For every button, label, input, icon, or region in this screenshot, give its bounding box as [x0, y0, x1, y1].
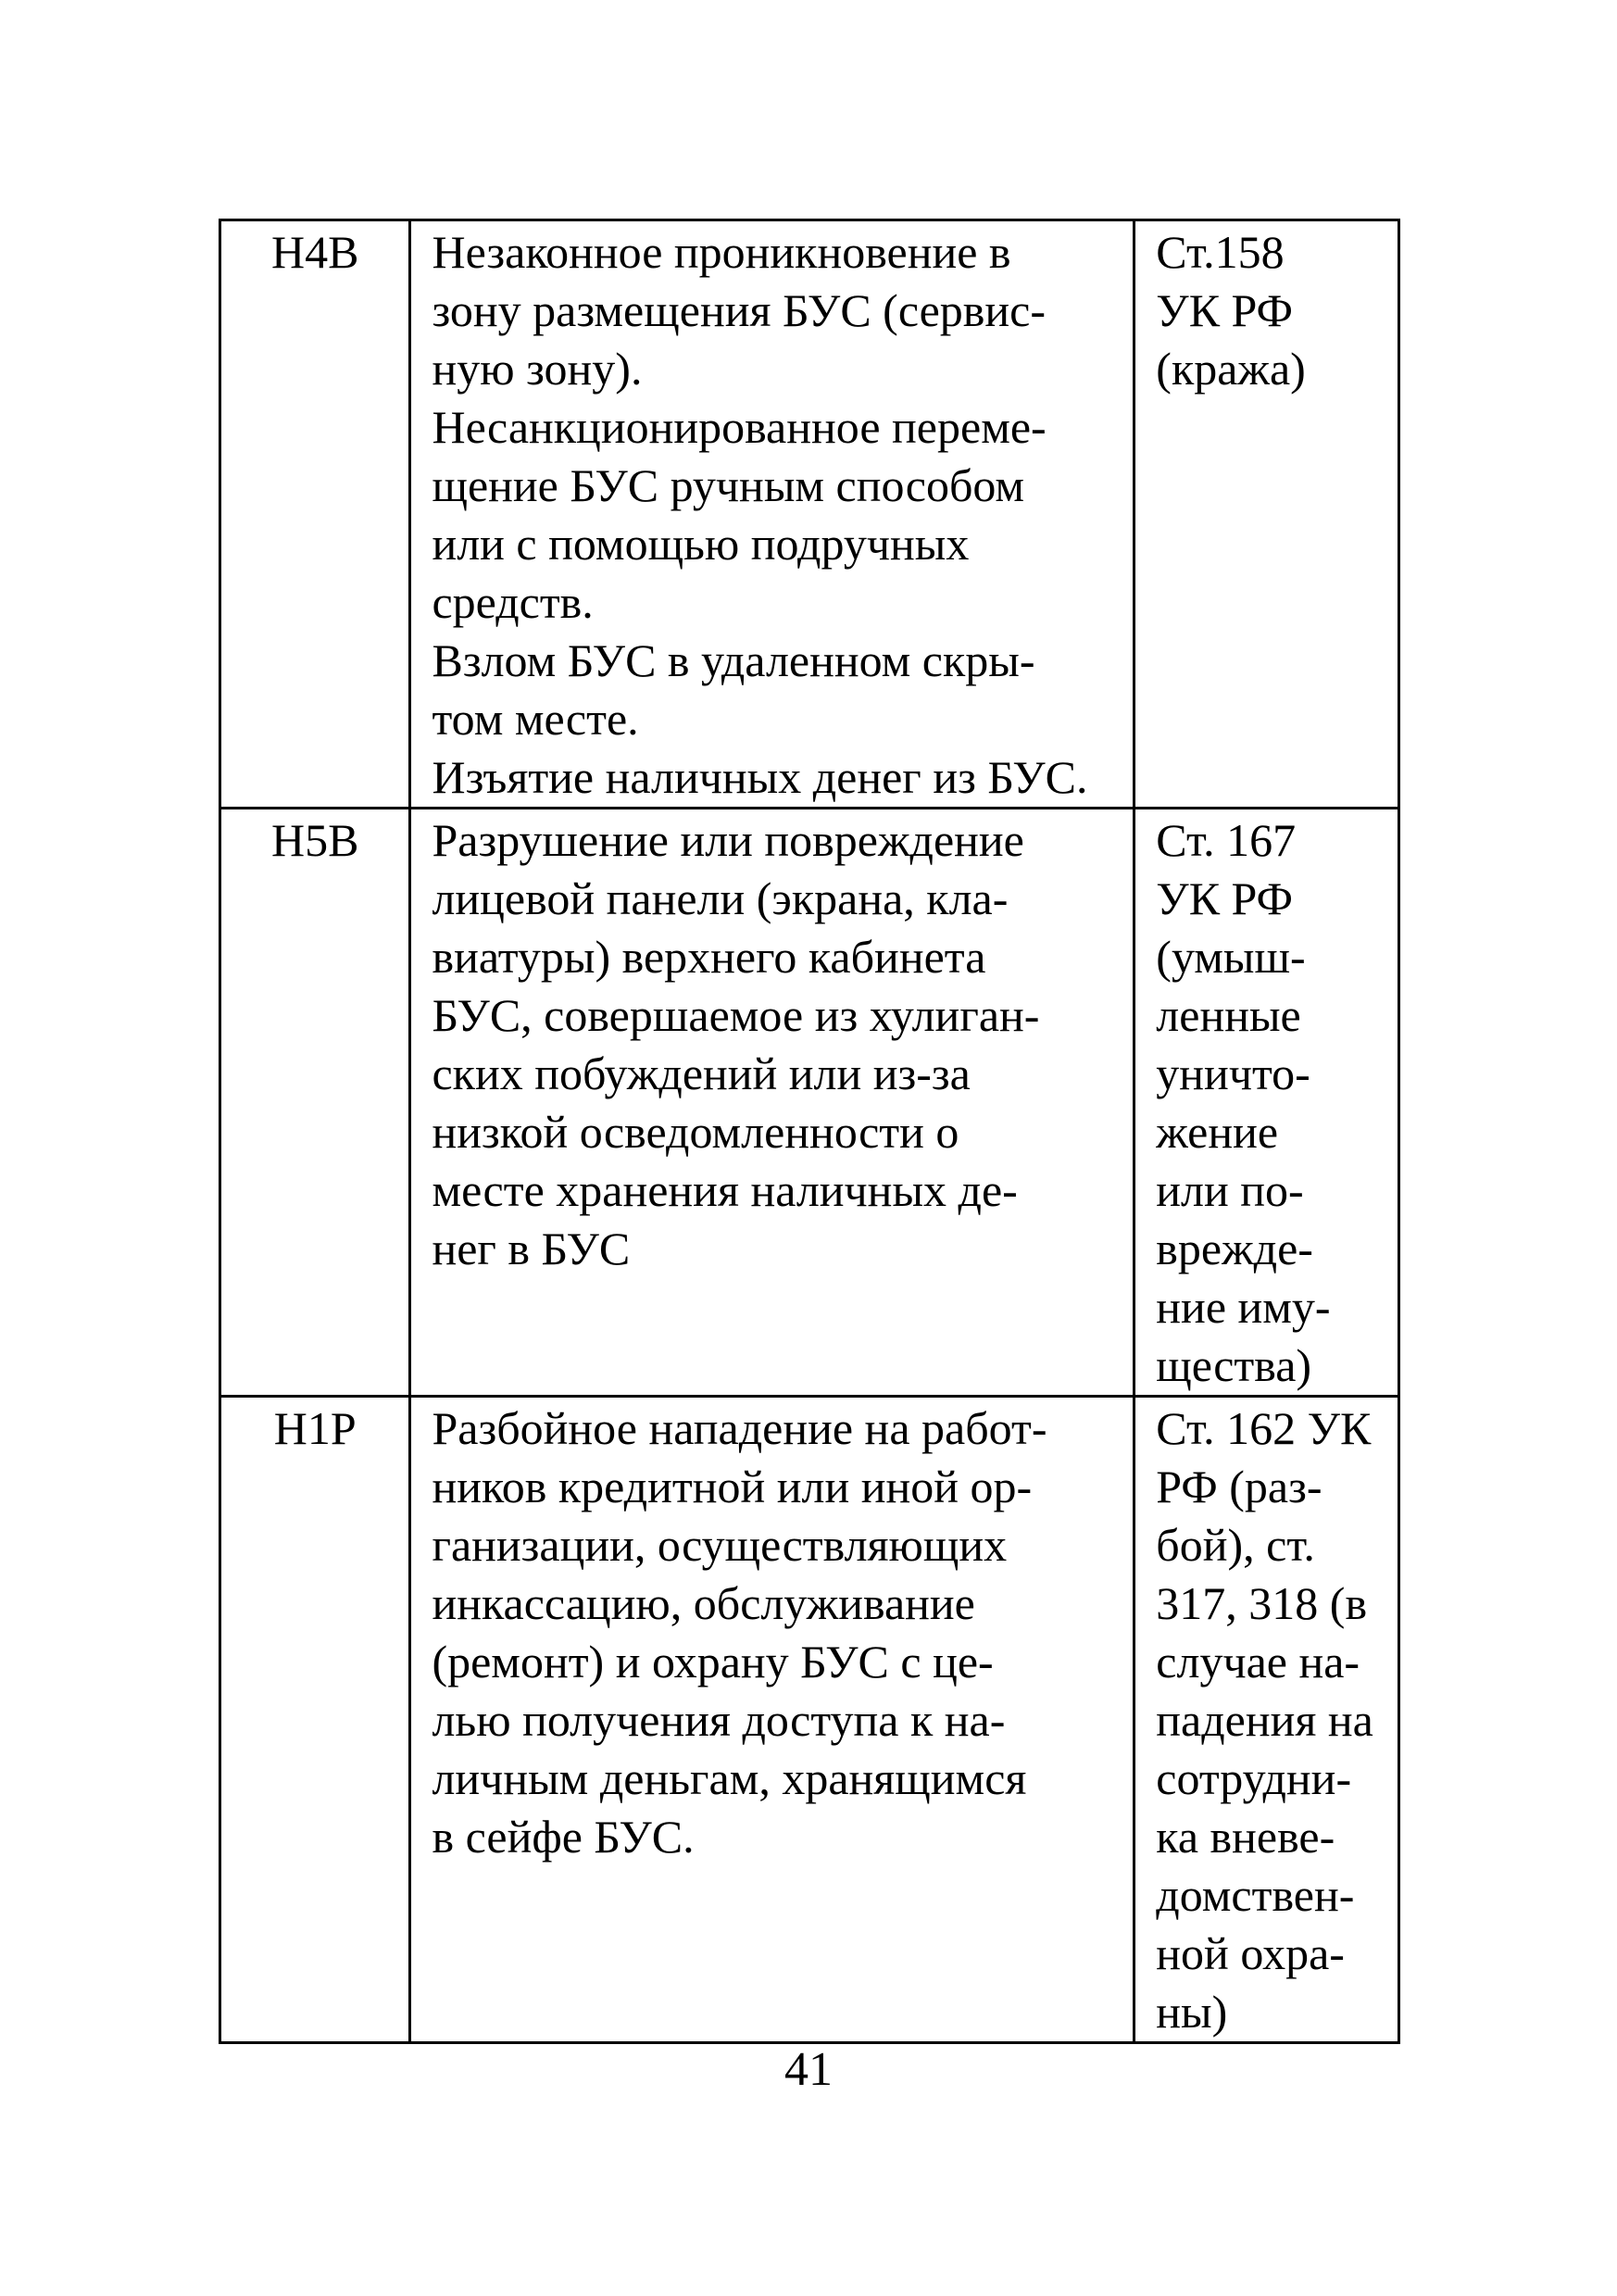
offense-table: [219, 219, 1400, 2044]
description-line: Разрушение или повреждение: [432, 814, 1024, 866]
description-line: инкассацию, обслуживание: [432, 1577, 975, 1629]
description-line: или с помощью подручных: [432, 518, 970, 570]
table-row: [220, 809, 1399, 1397]
description-line: ских побуждений или из-за: [432, 1048, 971, 1099]
article-line: жение: [1156, 1106, 1279, 1158]
threat-code: Н4В: [220, 220, 410, 809]
description-line: зону размещения БУС (сервис-: [432, 284, 1047, 336]
description-line: Незаконное проникновение в: [432, 226, 1011, 278]
description-line: виатуры) верхнего кабинета: [432, 931, 986, 983]
description-line: Взлом БУС в удаленном скры-: [432, 634, 1035, 686]
description-line: средств.: [432, 576, 594, 628]
article-line: падения на: [1156, 1694, 1373, 1746]
threat-description: [410, 1397, 1134, 2043]
threat-code: Н1Р: [220, 1397, 410, 2043]
article-line: домствен-: [1156, 1869, 1355, 1921]
article-line: случае на-: [1156, 1636, 1360, 1687]
article-line: ной охра-: [1156, 1927, 1345, 1979]
article-line: (кража): [1156, 343, 1306, 395]
description-line: ганизации, осуществляющих: [432, 1519, 1008, 1571]
description-line: нег в БУС: [432, 1223, 631, 1274]
article-line: сотрудни-: [1156, 1752, 1352, 1804]
description-line: том месте.: [432, 693, 639, 745]
description-line: месте хранения наличных де-: [432, 1164, 1018, 1216]
article-line: (умыш-: [1156, 931, 1306, 983]
table-row: [220, 1397, 1399, 2043]
description-line: БУС, совершаемое из хулиган-: [432, 989, 1040, 1041]
article-line: УК РФ: [1156, 872, 1294, 924]
article-line: Ст. 167: [1156, 814, 1297, 866]
description-line: в сейфе БУС.: [432, 1811, 695, 1863]
description-line: личным деньгам, хранящимся: [432, 1752, 1027, 1804]
article-line: врежде-: [1156, 1223, 1313, 1274]
article-line: Ст. 162 УК: [1156, 1402, 1372, 1454]
article-line: ка вневе-: [1156, 1811, 1335, 1863]
article-line: ние иму-: [1156, 1281, 1331, 1333]
table-row: [220, 220, 1399, 809]
description-line: Разбойное нападение на работ-: [432, 1402, 1047, 1454]
description-line: ников кредитной или иной ор-: [432, 1461, 1033, 1512]
description-line: Несанкционированное переме-: [432, 401, 1047, 453]
article-line: ны): [1156, 1986, 1228, 2038]
legal-article: [1134, 809, 1399, 1397]
article-line: УК РФ: [1156, 284, 1294, 336]
article-line: или по-: [1156, 1164, 1304, 1216]
article-line: ленные: [1156, 989, 1301, 1041]
description-line: щение БУС ручным способом: [432, 459, 1025, 511]
threat-code: Н5В: [220, 809, 410, 1397]
article-line: 317, 318 (в: [1156, 1577, 1368, 1629]
description-line: ную зону).: [432, 343, 643, 395]
article-line: РФ (раз-: [1156, 1461, 1322, 1512]
description-line: низкой осведомленности о: [432, 1106, 959, 1158]
article-line: бой), ст.: [1156, 1519, 1315, 1571]
page-number: 41: [784, 2043, 833, 2096]
description-line: лью получения доступа к на-: [432, 1694, 1006, 1746]
threat-description: [410, 809, 1134, 1397]
article-line: Ст.158: [1156, 226, 1285, 278]
legal-article: [1134, 1397, 1399, 2043]
description-line: лицевой панели (экрана, кла-: [432, 872, 1009, 924]
threat-description: [410, 220, 1134, 809]
article-line: уничто-: [1156, 1048, 1310, 1099]
legal-article: [1134, 220, 1399, 809]
description-line: (ремонт) и охрану БУС с це-: [432, 1636, 994, 1687]
article-line: щества): [1156, 1339, 1312, 1391]
description-line: Изъятие наличных денег из БУС.: [432, 751, 1088, 803]
